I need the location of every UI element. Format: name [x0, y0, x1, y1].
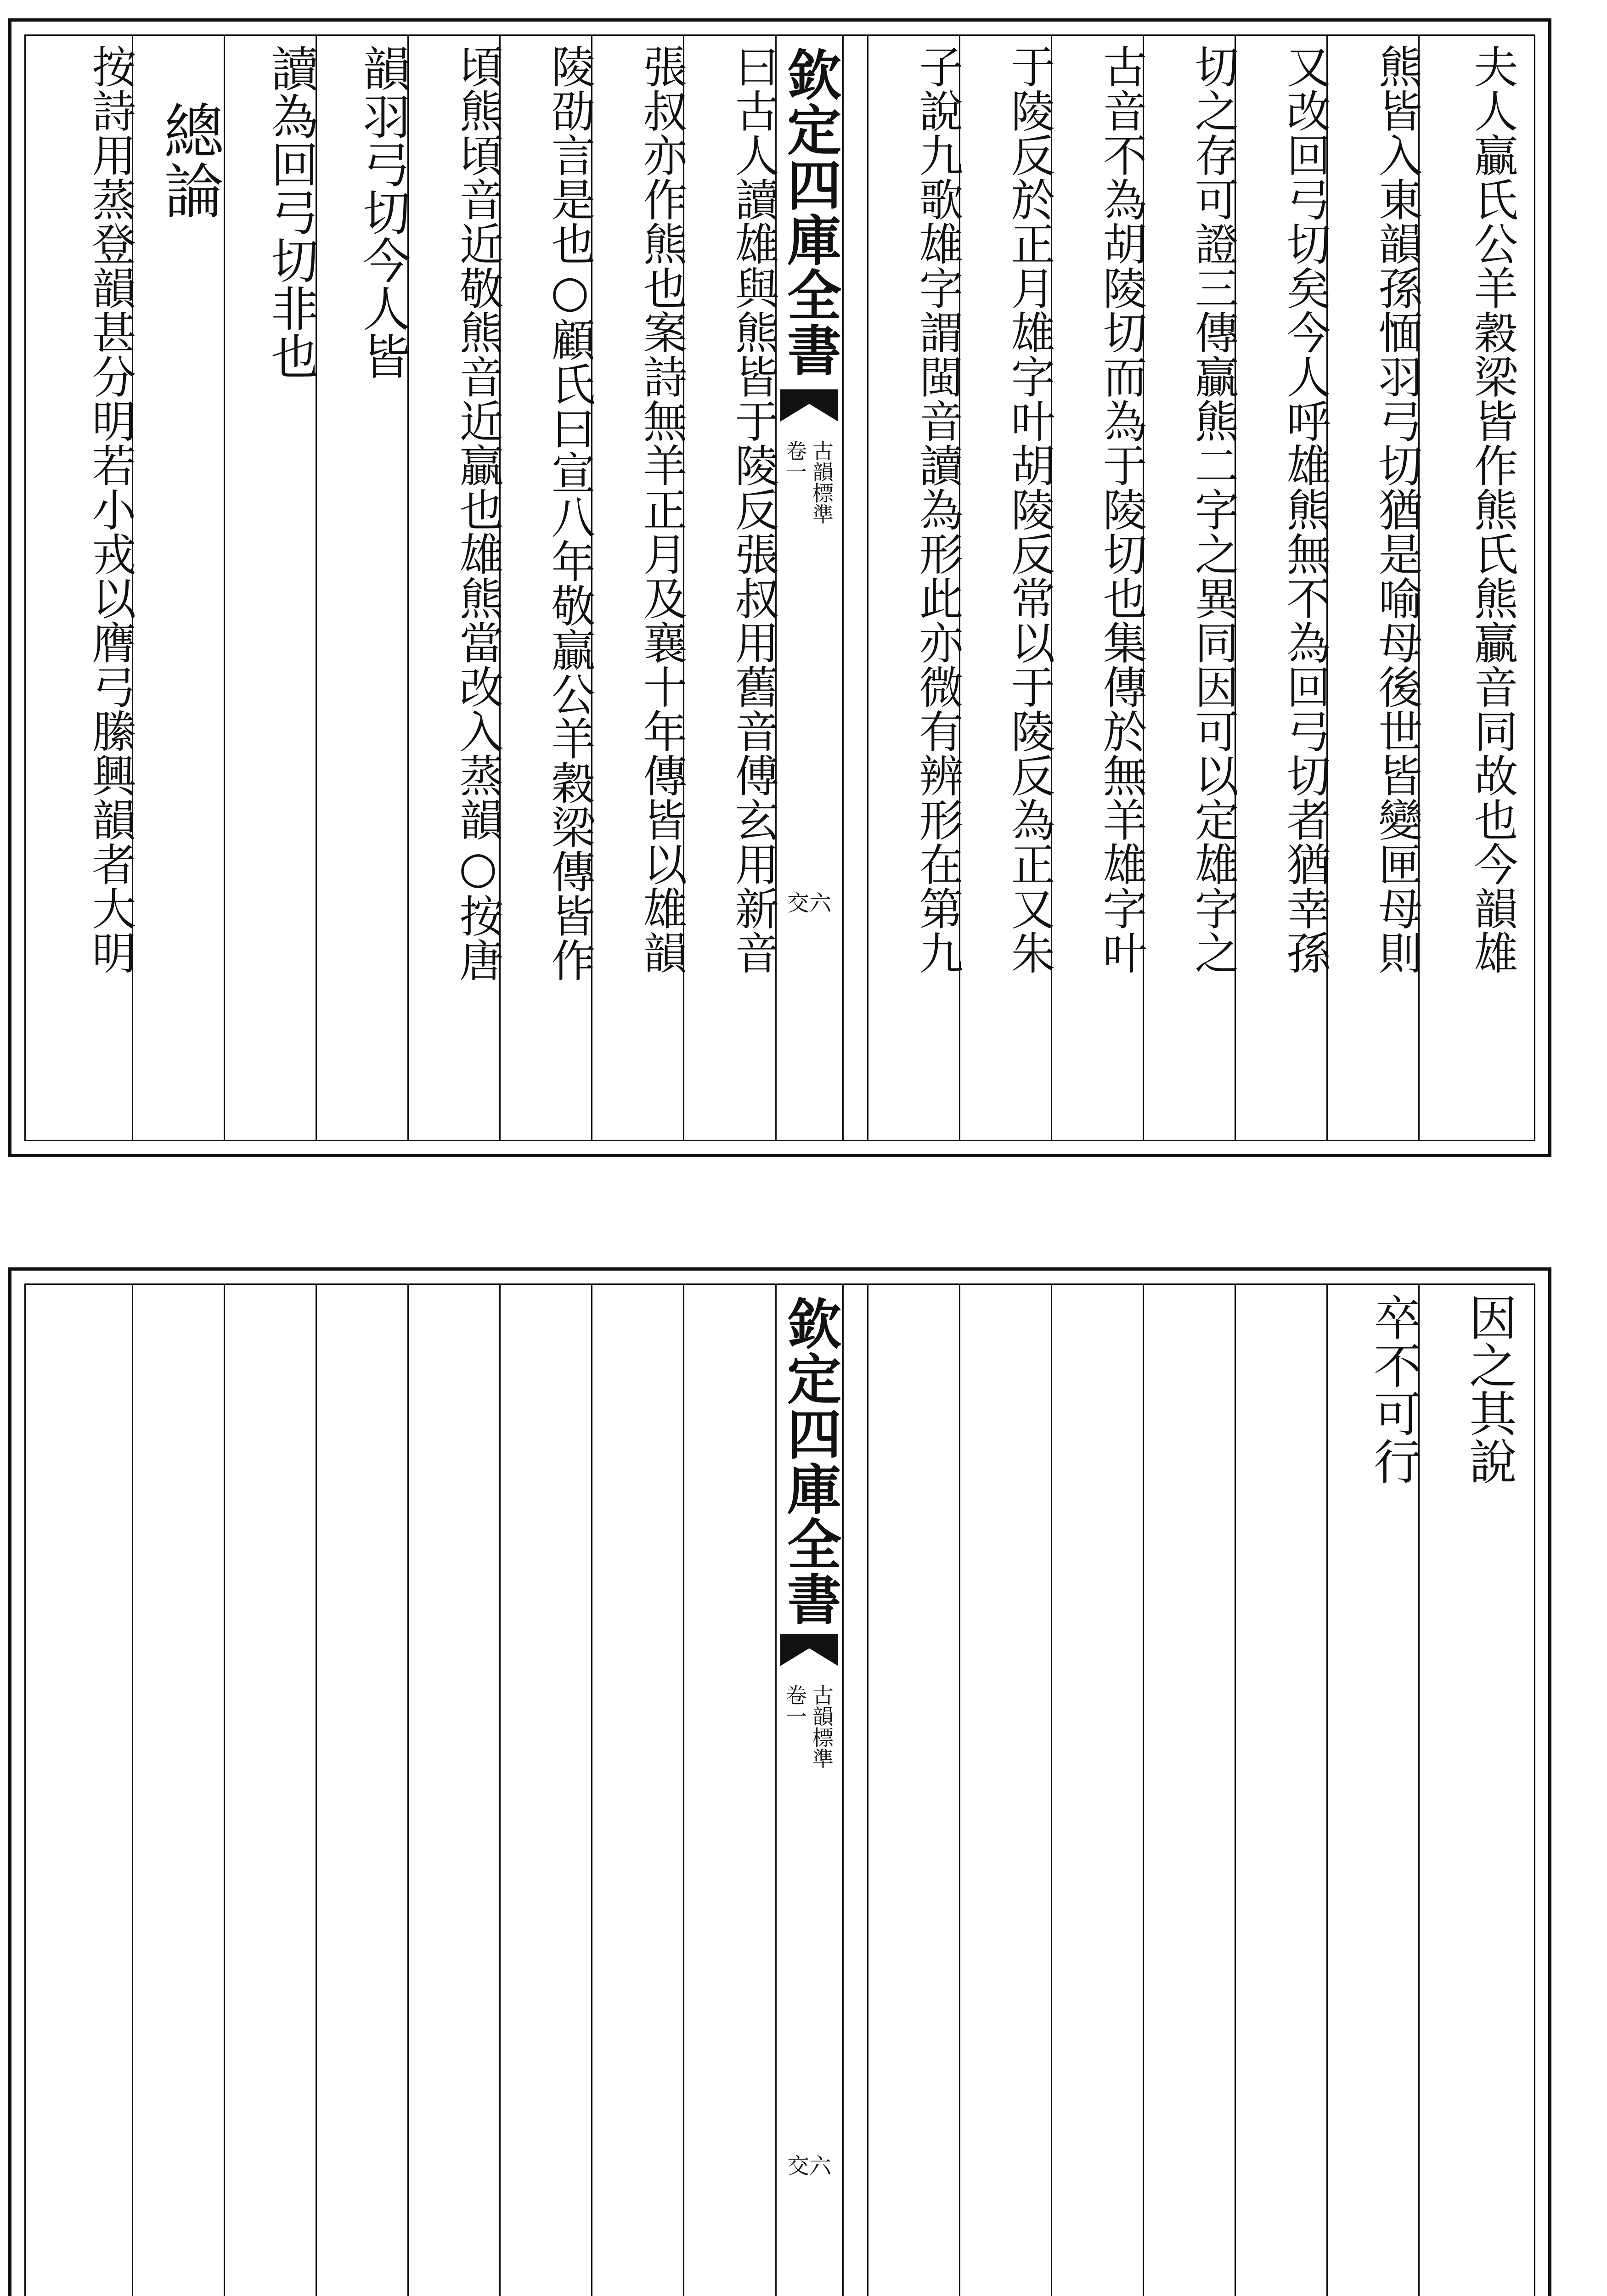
- text-column-content: 又改回弓切矣今人呼雄熊無不為回弓切者猶幸孫: [1280, 44, 1331, 975]
- text-column-content: 張叔亦作熊也案詩無羊正月及襄十年傳皆以雄韻: [636, 44, 688, 975]
- text-column: [959, 36, 1055, 1140]
- book-series-title: 欽定四庫全書: [778, 47, 842, 377]
- text-column: [1143, 36, 1239, 1140]
- column-gap: [844, 36, 867, 1140]
- center-fold: [775, 36, 844, 1140]
- book-name: 古韻標準: [809, 440, 834, 524]
- empty-column: [316, 1285, 407, 2296]
- text-column: [499, 36, 596, 1140]
- text-column: [407, 36, 504, 1140]
- empty-column: [499, 1285, 591, 2296]
- book-name: 古韻標準: [809, 1684, 834, 1769]
- bottom-page: [8, 1267, 1551, 2296]
- bottom-page-frame: [24, 1283, 1535, 2296]
- empty-column: [683, 1285, 775, 2296]
- empty-column: [407, 1285, 499, 2296]
- text-column-content: 夫人贏氏公羊穀梁皆作熊氏熊贏音同故也今韻雄: [1467, 44, 1518, 975]
- empty-column: [1235, 1285, 1326, 2296]
- text-column-content: 讀為回弓切非也: [263, 44, 319, 380]
- text-column-content: 曰古人讀雄與熊皆于陵反張叔用舊音傅玄用新音: [728, 44, 779, 975]
- text-column-content: 卒不可行: [1365, 1293, 1421, 1485]
- top-page: [8, 18, 1551, 1157]
- section-heading-column: [132, 36, 224, 1140]
- empty-column: [224, 1285, 316, 2296]
- empty-column: [1051, 1285, 1143, 2296]
- volume-label: 卷一: [783, 1684, 807, 1727]
- text-column-content: 熊皆入東韻孫愐羽弓切猶是喻母後世皆變匣母則: [1371, 44, 1423, 975]
- volume-label: 卷一: [783, 440, 807, 482]
- fishtail-mark: [780, 389, 838, 422]
- text-column-content: 于陵反於正月雄字叶胡陵反常以于陵反為正又朱: [1004, 44, 1055, 975]
- empty-column: [132, 1285, 224, 2296]
- text-column: [683, 36, 779, 1140]
- text-column: [1418, 1285, 1517, 2296]
- fishtail-mark: [780, 1634, 838, 1666]
- folio-number: 交六: [787, 890, 831, 916]
- folio-number: 交六: [787, 2153, 831, 2179]
- empty-column: [959, 1285, 1051, 2296]
- text-column-content: 古音不為胡陵切而為于陵切也集傳於無羊雄字叶: [1096, 44, 1147, 975]
- text-column-content: 子說九歌雄字謂閩音讀為形此亦微有辨形在第九: [912, 44, 964, 975]
- text-column: [591, 36, 688, 1140]
- text-column: [26, 36, 136, 1140]
- section-heading: 總論: [154, 100, 224, 220]
- empty-column: [1143, 1285, 1235, 2296]
- empty-column: [867, 1285, 959, 2296]
- text-column: [1235, 36, 1331, 1140]
- empty-column: [591, 1285, 683, 2296]
- text-column: [867, 36, 964, 1140]
- book-series-title: 欽定四庫全書: [778, 1296, 842, 1626]
- center-fold: [775, 1285, 844, 2296]
- text-column: [224, 36, 319, 1140]
- text-column: [1326, 36, 1423, 1140]
- text-column: [1418, 36, 1518, 1140]
- top-page-frame: [24, 34, 1535, 1141]
- text-column-content: 因之其說: [1461, 1293, 1517, 1485]
- text-column: [316, 36, 411, 1140]
- text-column: [1051, 36, 1147, 1140]
- text-column-content: 韻羽弓切今人皆: [355, 44, 411, 380]
- text-column-content: 頃熊頃音近敬熊音近贏也雄熊當改入蒸韻○按唐: [452, 44, 504, 982]
- text-column: [1326, 1285, 1421, 2296]
- text-column-content: 按詩用蒸登韻甚分明若小戎以膺弓縢興韻者大明: [85, 44, 136, 975]
- text-column-content: 陵劭言是也○顧氏曰宣八年敬贏公羊穀梁傳皆作: [544, 44, 596, 982]
- text-column-content: 切之存可證三傳贏熊二字之異同因可以定雄字之: [1188, 44, 1239, 975]
